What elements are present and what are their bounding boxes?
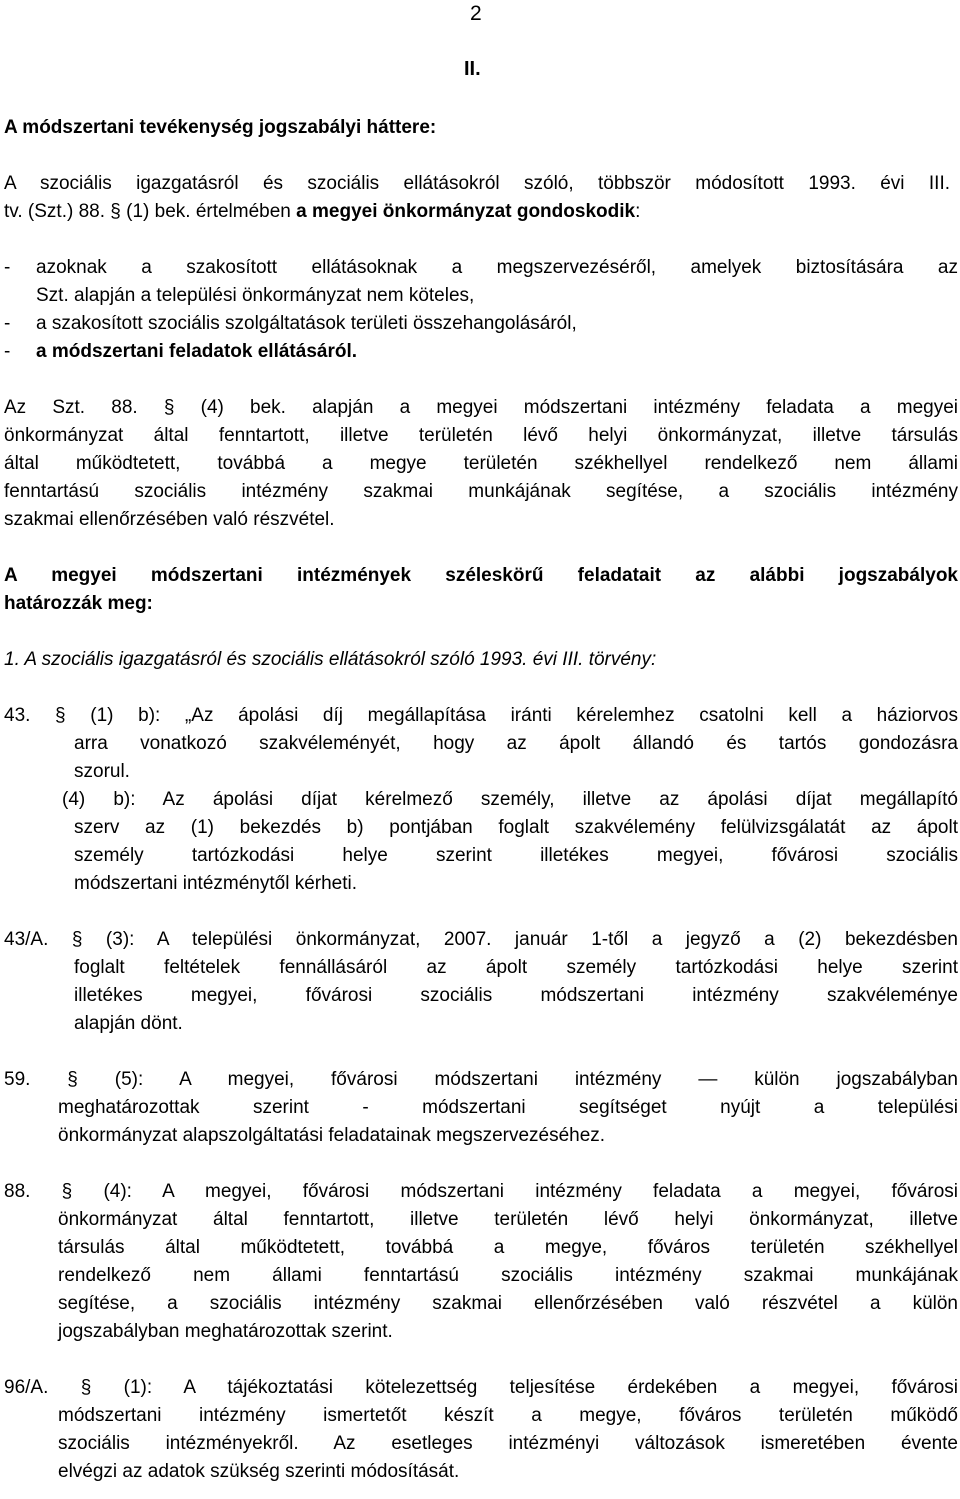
intro-colon: :: [635, 201, 641, 222]
intro-emphasis: a megyei önkormányzat gondoskodik: [296, 201, 636, 222]
bullet-text: a módszertani feladatok ellátásáról.: [36, 341, 358, 362]
intro-line: [4, 198, 640, 226]
intro-line: A szociális igazgatásról és szociális ellátásokról szóló, többször módosított 1993. évi III.: [4, 173, 950, 194]
section-43a-line: 43/A. § (3): A települési önkormányzat, 2007. január 1-től a jegyző a (2) bekezdésben: [4, 929, 958, 950]
section-96a-line: elvégzi az adatok szükség szerinti módosítását.: [58, 1461, 460, 1482]
paragraph-line: fenntartású szociális intézmény szakmai munkájának segítése, a szociális intézmény: [4, 481, 958, 502]
section-43a-line: foglalt feltételek fennállásáról az ápolt személy tartózkodási helye szerint: [74, 957, 958, 978]
section-43-line: (4) b): Az ápolási díjat kérelmező személy, illetve az ápolási díjat megállapító: [62, 789, 958, 810]
subheading-line: határozzák meg:: [4, 593, 153, 614]
page-number: 2: [470, 2, 482, 25]
section-43a-line: alapján dönt.: [74, 1013, 183, 1034]
section-96a-line: 96/A. § (1): A tájékoztatási kötelezettség teljesítése érdekében a megyei, fővárosi: [4, 1377, 958, 1398]
bullet-text: Szt. alapján a települési önkormányzat nem köteles,: [36, 285, 475, 306]
chapter-number: II.: [464, 58, 481, 80]
bullet-text: azoknak a szakosított ellátásoknak a megszervezéséről, amelyek biztosítására az: [36, 257, 958, 278]
section-43a-line: illetékes megyei, fővárosi szociális módszertani intézmény szakvéleménye: [74, 985, 958, 1006]
section-59-line: meghatározottak szerint - módszertani segítséget nyújt a települési: [58, 1097, 958, 1118]
paragraph-line: szakmai ellenőrzésében való részvétel.: [4, 509, 335, 530]
section-96a-line: szociális intézményekről. Az esetleges intézményi változások ismeretében évente: [58, 1433, 958, 1454]
paragraph-line: által működtetett, továbbá a megye területén székhellyel rendelkező nem állami: [4, 453, 958, 474]
section-88-line: segítése, a szociális intézmény szakmai ellenőrzésében való részvétel a külön: [58, 1293, 958, 1314]
section-43-line: szorul.: [74, 761, 130, 782]
bullet-dash: -: [4, 257, 11, 278]
section-43-line: szerv az (1) bekezdés b) pontjában foglalt szakvélemény felülvizsgálatát az ápolt: [74, 817, 958, 838]
paragraph-line: Az Szt. 88. § (4) bek. alapján a megyei módszertani intézmény feladata a megyei: [4, 397, 958, 418]
section-43-line: arra vonatkozó szakvéleményét, hogy az ápolt állandó és tartós gondozásra: [74, 733, 958, 754]
section-43-line: személy tartózkodási helye szerint illetékes megyei, fővárosi szociális: [74, 845, 958, 866]
section-59-line: 59. § (5): A megyei, fővárosi módszertani intézmény — külön jogszabályban: [4, 1069, 958, 1090]
paragraph-line: önkormányzat által fenntartott, illetve területén lévő helyi önkormányzat, illetve társulás: [4, 425, 958, 446]
section-88-line: rendelkező nem állami fenntartású szociális intézmény szakmai munkájának: [58, 1265, 958, 1286]
section-88-line: jogszabályban meghatározottak szerint.: [58, 1321, 393, 1342]
section-43-line: módszertani intézménytől kérheti.: [74, 873, 358, 894]
section-59-line: önkormányzat alapszolgáltatási feladatainak megszervezéséhez.: [58, 1125, 606, 1146]
section-heading: A módszertani tevékenység jogszabályi háttere:: [4, 117, 437, 138]
section-96a-line: módszertani intézmény ismertetőt készít a megye, főváros területén működő: [58, 1405, 958, 1426]
law-title: 1. A szociális igazgatásról és szociális ellátásokról szóló 1993. évi III. törvény:: [4, 649, 657, 670]
bullet-text: a szakosított szociális szolgáltatások területi összehangolásáról,: [36, 313, 577, 334]
section-43-line: 43. § (1) b): „Az ápolási díj megállapítása iránti kérelemhez csatolni kell a háziorvos: [4, 705, 958, 726]
intro-text: tv. (Szt.) 88. § (1) bek. értelmében: [4, 201, 297, 222]
bullet-dash: -: [4, 341, 11, 362]
subheading-line: A megyei módszertani intézmények széleskörű feladatait az alábbi jogszabályok: [4, 565, 958, 586]
section-88-line: önkormányzat által fenntartott, illetve területén lévő helyi önkormányzat, illetve: [58, 1209, 958, 1230]
section-88-line: 88. § (4): A megyei, fővárosi módszertani intézmény feladata a megyei, fővárosi: [4, 1181, 958, 1202]
bullet-dash: -: [4, 313, 11, 334]
section-88-line: társulás által működtetett, továbbá a megye, főváros területén székhellyel: [58, 1237, 958, 1258]
